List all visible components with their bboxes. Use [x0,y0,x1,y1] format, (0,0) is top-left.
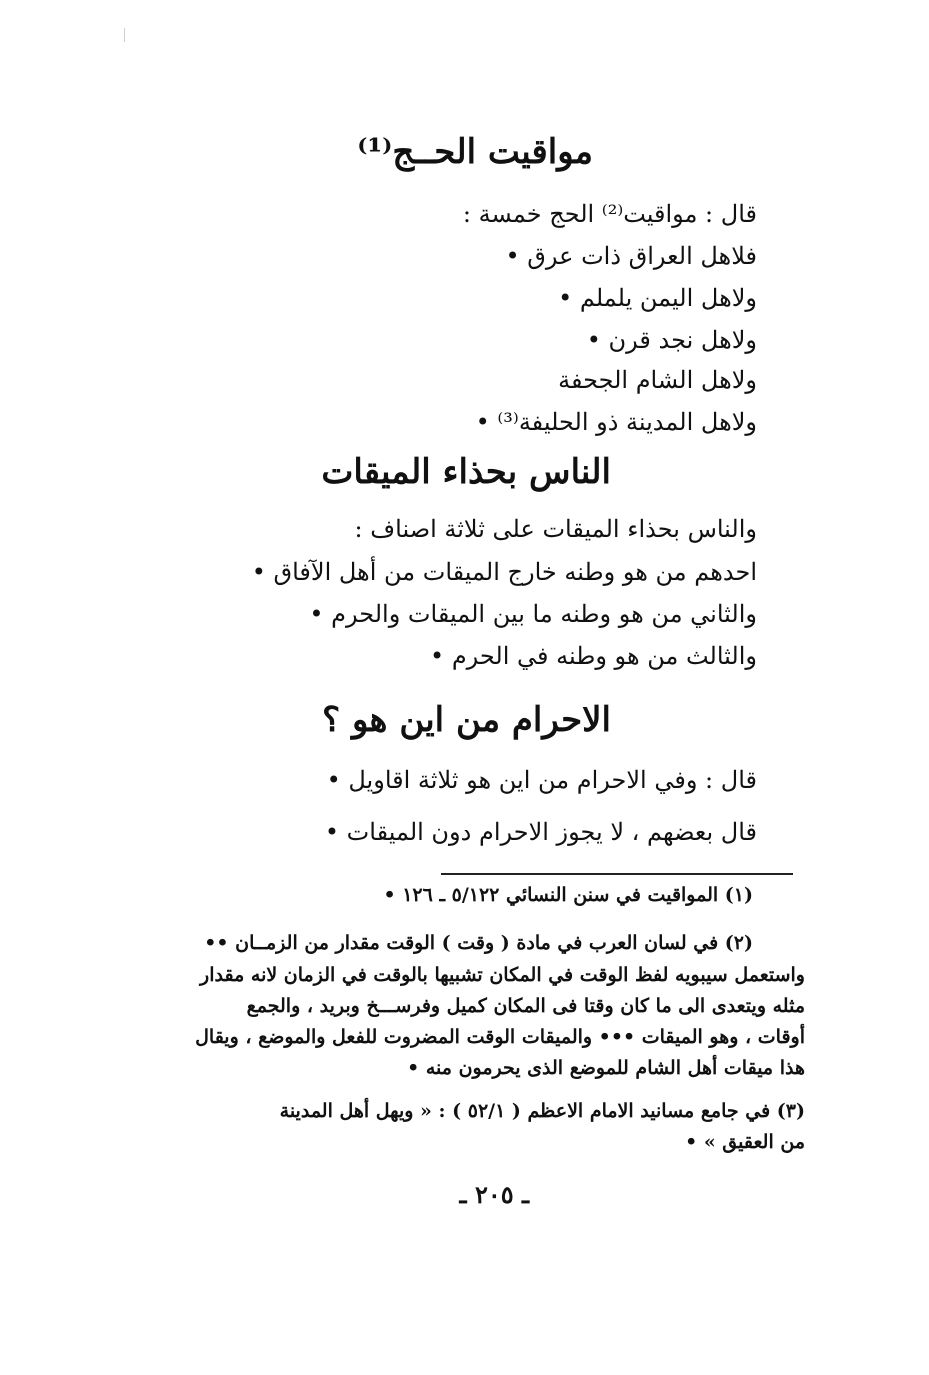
footnote-2-line: مثله ويتعدى الى ما كان وقتا فى المكان كميل وفرســـخ وبريد ، والجمع [246,995,805,1017]
body-line: ولاهل الشام الجحفة [558,366,757,394]
body-line: والثاني من هو وطنه ما بين الميقات والحرم • [309,600,757,628]
page-number: ـ ٢٠٥ ـ [459,1180,529,1209]
body-line: احدهم من هو وطنه خارج الميقات من أهل الآفاق • [251,558,757,586]
body-line: ولاهل نجد قرن • [586,326,757,354]
section-heading-people-at-miqat: الناس بحذاء الميقات [321,452,611,492]
footnote-2-line: هذا ميقات أهل الشام للموضع الذى يحرمون منه • [407,1057,805,1079]
body-line: فلاهل العراق ذات عرق • [505,242,757,270]
body-line: قال : مواقيت⁽²⁾ الحج خمسة : [462,200,757,228]
footnote-3-line: (٣) في جامع مسانيد الامام الاعظم ( ٥٢/١ ) : « ويهل أهل المدينة [279,1100,805,1122]
body-line: والناس بحذاء الميقات على ثلاثة اصناف : [354,515,757,543]
body-line: ولاهل المدينة ذو الحليفة⁽³⁾ • [475,408,757,436]
scan-edge-mark [124,28,125,42]
section-heading-hajj-miqats: مواقيت الحــج⁽¹⁾ [357,132,593,172]
body-line: والثالث من هو وطنه في الحرم • [430,642,757,670]
body-line: قال : وفي الاحرام من اين هو ثلاثة اقاويل • [326,766,757,794]
footnote-divider [441,873,793,875]
footnote-2-line: واستعمل سيبويه لفظ الوقت في المكان تشبيها بالوقت في الزمان لانه مقدار [200,964,805,986]
footnote-3-line: من العقيق » • [685,1131,805,1153]
section-heading-ihram-where: الاحرام من اين هو ؟ [322,700,611,740]
footnote-1: (١) المواقيت في سنن النسائي ٥/١٢٢ ـ ١٢٦ • [383,884,753,906]
body-line: قال بعضهم ، لا يجوز الاحرام دون الميقات • [324,818,757,846]
body-line: ولاهل اليمن يلملم • [558,284,757,312]
footnote-2-line: أوقات ، وهو الميقات ••• والميقات الوقت المضروت للفعل والموضع ، ويقال [195,1026,805,1048]
footnote-2-line: (٢) في لسان العرب في مادة ( وقت ) الوقت مقدار من الزمــان •• [204,932,753,954]
